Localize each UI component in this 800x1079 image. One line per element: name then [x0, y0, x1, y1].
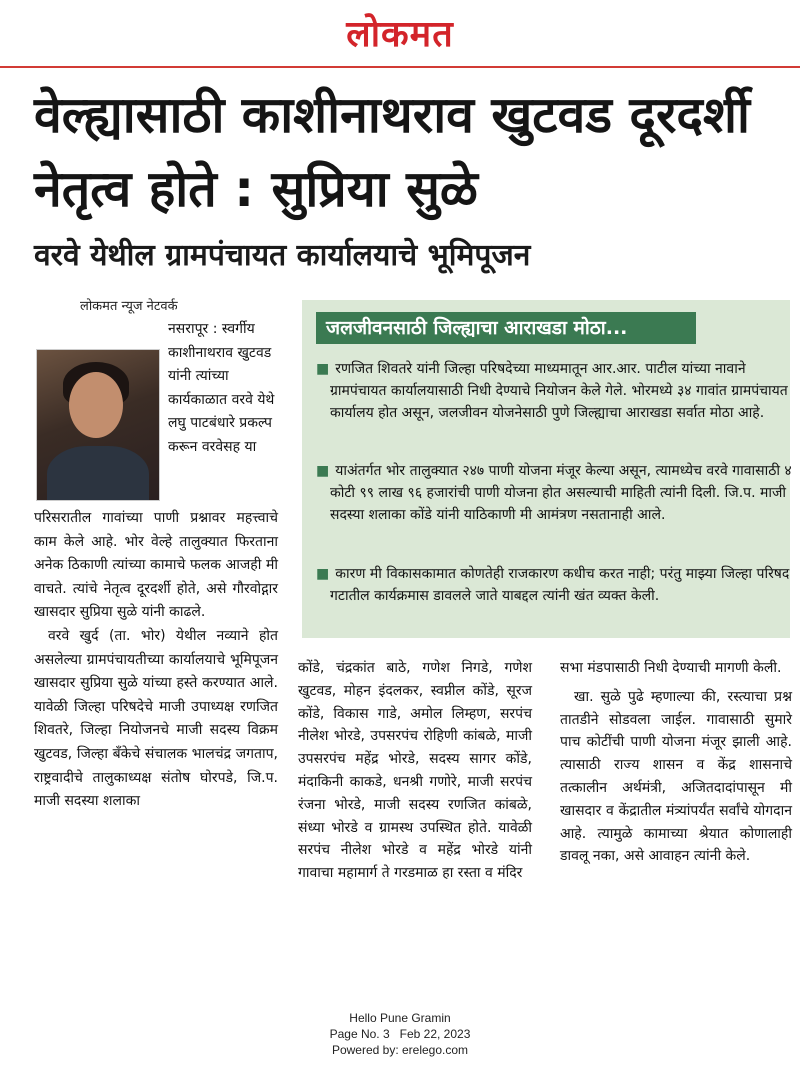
- footer-powered-by: Powered by: erelego.com: [331, 1043, 469, 1057]
- sidebar-title: जलजीवनसाठी जिल्ह्याचा आराखडा मोठा...: [316, 312, 696, 344]
- paragraph: खा. सुळे पुढे म्हणाल्या की, रस्त्याचा प्रश्न तातडीने सोडवला जाईल. गावासाठी सुमारे पाच कोटींची पाणी योजना मंजूर झाली आहे. त्यासाठी राज्य शासन व केंद्र शासनाचे तत्कालीन अर्थमंत्री, अजितदादांपासून मी खासदार व केंद्रातील मंत्र्यांपर्यंत सर्वांचे योगदान आहे. त्यामुळे कामाच्या श्रेयात कोणालाही डावलू नका, असे आवाहन त्यांनी केले.: [560, 688, 792, 865]
- byline: लोकमत न्यूज नेटवर्क: [80, 299, 178, 314]
- sidebar-item: [316, 460, 796, 527]
- lead-paragraph-wrap: नसरापूर : स्वर्गीय काशीनाथराव खुटवड यांनी त्यांच्या कार्यकाळात वरवे येथे लघु पाटबंधारे प्रकल्प करून वरवेसह या: [168, 321, 275, 455]
- sidebar-item-text: याअंतर्गत भोर तालुक्यात २४७ पाणी योजना मंजूर केल्या असून, त्यामध्येच वरवे गावासाठी ४ कोटी ९९ लाख ९६ हजारांची पाणी योजना होत असल्याची माहिती त्यांनी दिली. जि.प. माजी सदस्या शलाका कोंडे यांनी याठिकाणी मी आमंत्रण नसतानाही आले.: [330, 463, 792, 524]
- lead-wrap-column: [168, 318, 278, 460]
- portrait-photo: [36, 349, 160, 501]
- portrait-body: [47, 446, 149, 501]
- square-bullet-icon: ■: [316, 566, 330, 582]
- sidebar-item: [316, 563, 796, 607]
- footer-page-date: Page No. 3 Feb 22, 2023: [329, 1027, 471, 1041]
- article-subheadline: वरवे येथील ग्रामपंचायत कार्यालयाचे भूमिपूजन: [34, 238, 531, 273]
- sidebar-box: [302, 300, 790, 638]
- paragraph: सभा मंडपासाठी निधी देण्याची मागणी केली.: [560, 660, 782, 676]
- article-column-3: [560, 657, 792, 868]
- page-footer: [0, 1010, 800, 1058]
- article-headline: वेल्ह्यासाठी काशीनाथराव खुटवड दूरदर्शी नेतृत्व होते : सुप्रिया सुळे: [34, 86, 750, 218]
- portrait-face: [69, 372, 123, 438]
- square-bullet-icon: ■: [316, 463, 330, 479]
- newspaper-logo: लोकमत: [346, 14, 454, 55]
- paragraph: कोंडे, चंद्रकांत बाठे, गणेश निगडे, गणेश खुटवड, मोहन इंदलकर, स्वप्नील कोंडे, सूरज कोंडे, विकास गाडे, अमोल लिम्हण, सरपंच नीलेश भोरडे, उपसरपंच रोहिणी कांबळे, माजी उपसरपंच महेंद्र भोरडे, सदस्य सागर कोंडे, मंदाकिनी काकडे, धनश्री गणोरे, माजी सरपंच रंजना भोरडे, माजी सदस्य रणजित कांबळे, संध्या भोरडे व ग्रामस्थ उपस्थित होते. यावेळी सरपंच नीलेश भोरडे व महेंद्र भोरडे यांनी गावाचा महामार्ग ते गरडमाळ हा रस्ता व मंदिर: [298, 660, 532, 882]
- article-column-2: [298, 657, 532, 885]
- paragraph: वरवे खुर्द (ता. भोर) येथील नव्याने होत असलेल्या ग्रामपंचायतीच्या कार्यालयाचे भूमिपूजन खासदार सुप्रिया सुळे यांच्या हस्ते करण्यात आले. यावेळी जिल्हा परिषदेचे माजी उपाध्यक्ष रणजित शिवतरे, जिल्हा नियोजनचे माजी सदस्य विक्रम खुटवड, जिल्हा बँकेचे संचालक भालचंद्र जगताप, राष्ट्रवादीचे तालुकाध्यक्ष संतोष घोरपडे, जि.प. माजी सदस्या शलाका: [34, 627, 278, 810]
- masthead: [0, 0, 800, 68]
- sidebar-item: [316, 358, 796, 425]
- square-bullet-icon: ■: [316, 361, 330, 377]
- sidebar-item-text: रणजित शिवतरे यांनी जिल्हा परिषदेच्या माध्यमातून आर.आर. पाटील यांच्या नावाने ग्रामपंचायत कार्यालयासाठी निधी देण्याचे नियोजन केले गेले. भोरमध्ये ३४ गावांत ग्रामपंचायत कार्यालय होत असून, जलजीवन योजनेसाठी पुणे जिल्ह्याचा आराखडा सर्वात मोठा आहे.: [330, 361, 788, 422]
- sidebar-item-text: कारण मी विकासकामात कोणतेही राजकारण कधीच करत नाही; परंतु माझ्या जिल्हा परिषद गटातील कार्यक्रमास डावलले जाते याबद्दल त्यांनी खंत व्यक्त केली.: [330, 566, 790, 605]
- paragraph: परिसरातील गावांच्या पाणी प्रश्नावर महत्त्वाचे काम केले आहे. भोर वेल्हे तालुक्यात फिरताना अनेक ठिकाणी त्यांच्या कामाचे फलक आजही मी वाचते. त्यांचे नेतृत्व दूरदर्शी होते, असे गौरवोद्गार खासदार सुप्रिया सुळे यांनी काढले.: [34, 510, 278, 621]
- footer-edition: Hello Pune Gramin: [349, 1011, 451, 1025]
- article-column-1-body: [34, 507, 278, 814]
